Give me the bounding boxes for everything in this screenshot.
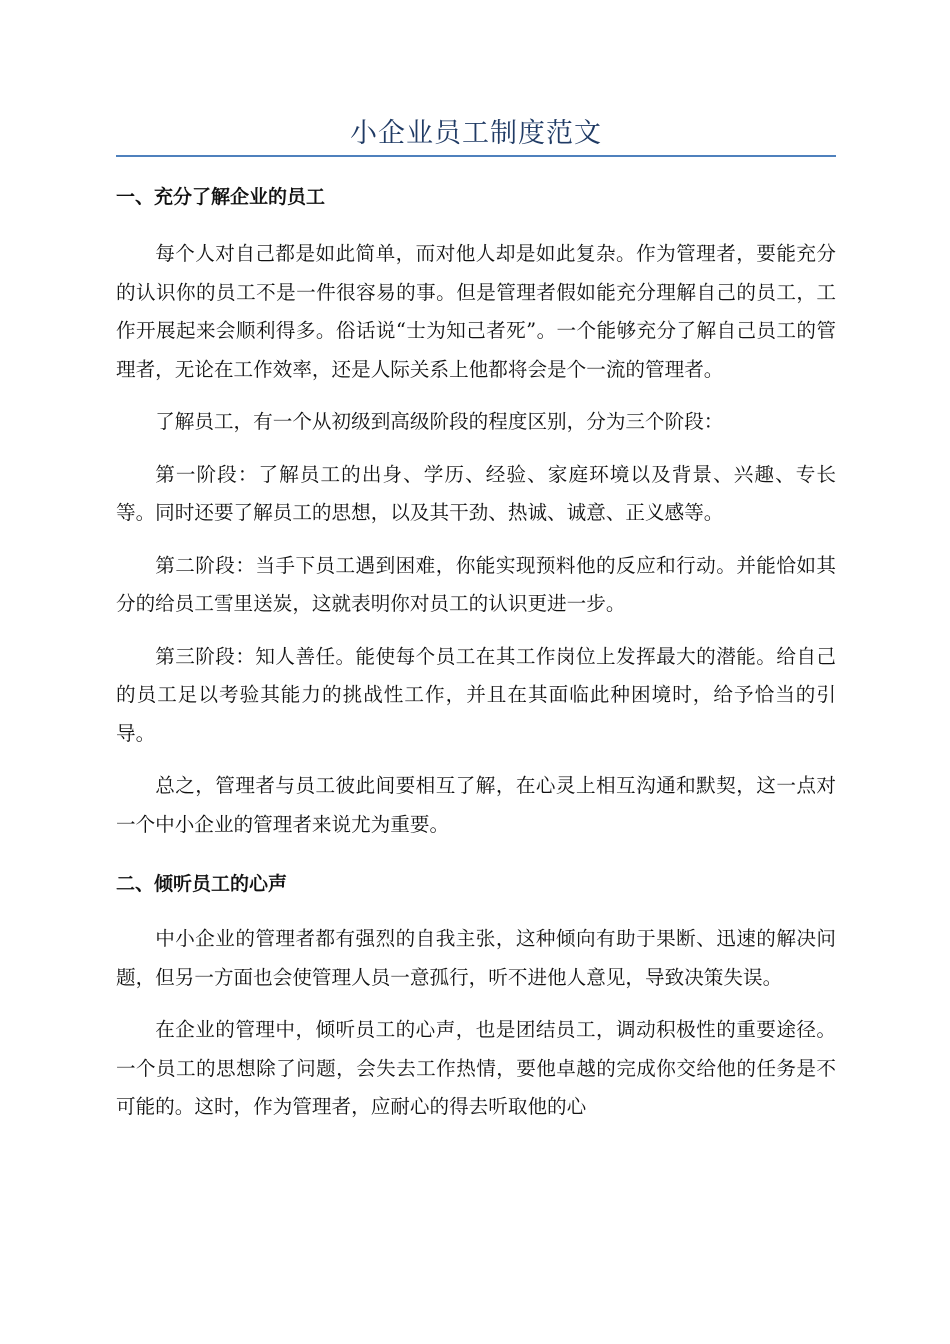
title-underline — [116, 155, 836, 157]
paragraph: 第二阶段：当手下员工遇到困难，你能实现预料他的反应和行动。并能恰如其分的给员工雪里送炭，这就表明你对员工的认识更进一步。 — [116, 553, 836, 615]
paragraph: 每个人对自己都是如此简单，而对他人却是如此复杂。作为管理者，要能充分的认识你的员工不是一件很容易的事。但是管理者假如能充分理解自己的员工，工作开展起来会顺利得多。俗话说“士为知己者死”。一个能够充分了解自己员工的管理者，无论在工作效率，还是人际关系上他都将会是个一流的管理者。 — [116, 242, 836, 381]
section-heading-1: 一、充分了解企业的员工 — [116, 186, 326, 208]
paragraph: 了解员工，有一个从初级到高级阶段的程度区别，分为三个阶段： — [155, 410, 724, 433]
paragraph: 在企业的管理中，倾听员工的心声，也是团结员工，调动积极性的重要途径。一个员工的思想除了问题，会失去工作热情，要他卓越的完成你交给他的任务是不可能的。这时，作为管理者，应耐心的得去听取他的心 — [116, 1018, 836, 1118]
section-heading-2: 二、倾听员工的心声 — [116, 873, 288, 895]
paragraph: 第三阶段：知人善任。能使每个员工在其工作岗位上发挥最大的潜能。给自己的员工足以考验其能力的挑战性工作，并且在其面临此种困境时，给予恰当的引导。 — [116, 644, 836, 745]
paragraph: 中小企业的管理者都有强烈的自我主张，这种倾向有助于果断、迅速的解决问题，但另一方面也会使管理人员一意孤行，听不进他人意见，导致决策失误。 — [116, 927, 836, 989]
paragraph: 第一阶段：了解员工的出身、学历、经验、家庭环境以及背景、兴趣、专长等。同时还要了解员工的思想，以及其干劲、热诚、诚意、正义感等。 — [116, 462, 836, 524]
document-title: 小企业员工制度范文 — [350, 118, 602, 149]
paragraph: 总之，管理者与员工彼此间要相互了解，在心灵上相互沟通和默契，这一点对一个中小企业的管理者来说尤为重要。 — [116, 774, 836, 836]
document-page — [116, 0, 836, 1127]
